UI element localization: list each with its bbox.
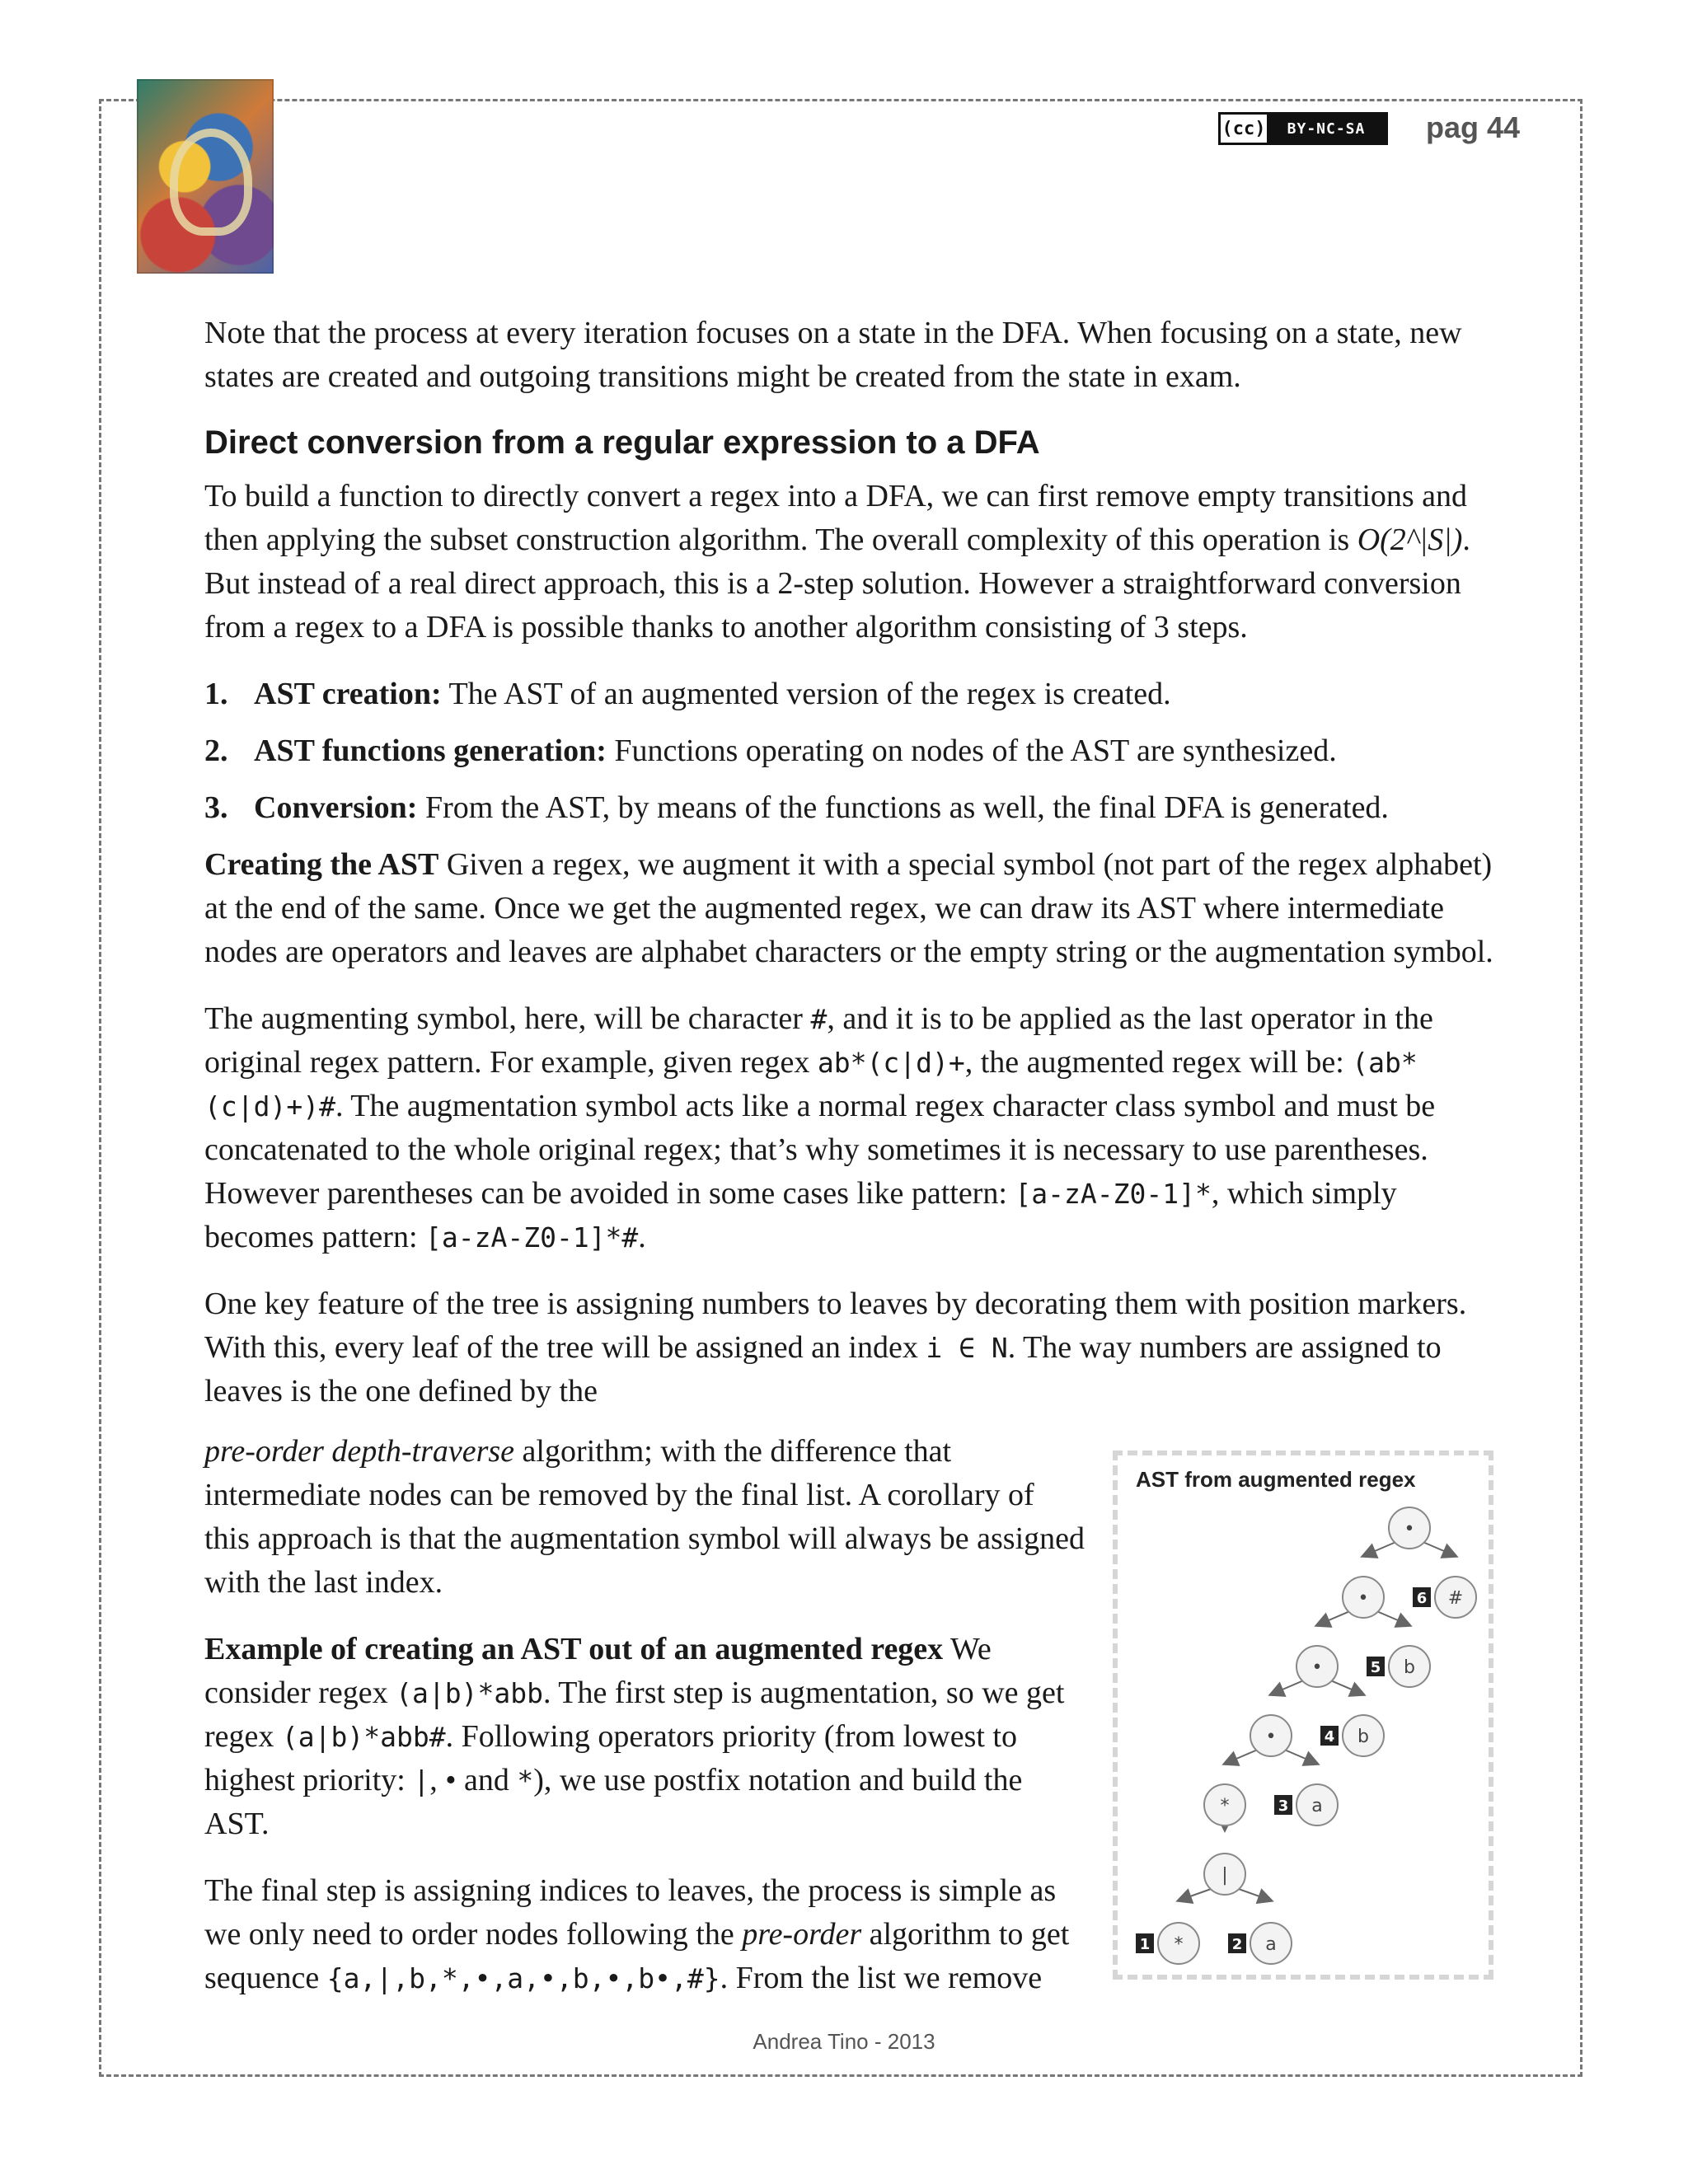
svg-text:3: 3 — [1278, 1797, 1289, 1815]
narrow-column — [204, 1430, 1086, 2023]
keyfeature-continued: pre-order depth-traverse algorithm; with the difference that intermediate nodes can be removed by the final list. A corollary of this approach is that the augmentation symbol will always be assigned with the last index. — [204, 1434, 1085, 1600]
keyfeature-paragraph: One key feature of the tree is assigning numbers to leaves by decorating them with position markers. With this, every leaf of the tree will be assigned an index i ∈ N. The way numbers are assigned to leaves is the one defined by the — [204, 1286, 1467, 1408]
svg-text:6: 6 — [1416, 1590, 1428, 1607]
svg-text:5: 5 — [1370, 1659, 1381, 1676]
svg-text:•: • — [1311, 1657, 1323, 1678]
license-badge[interactable] — [1218, 112, 1388, 145]
svg-text:|: | — [1221, 1865, 1228, 1886]
index-marker — [1413, 1587, 1431, 1607]
section-title: Direct conversion from a regular expression to a DFA — [204, 424, 1040, 461]
final-paragraph: The final step is assigning indices to leaves, the process is simple as we only need to order nodes following the pre-order algorithm to get sequence {a,|,b,*,•,a,•,b,•,b•,#}. From the list we remove — [204, 1873, 1070, 1995]
page-number: pag 44 — [1426, 110, 1521, 144]
svg-text:b: b — [1357, 1727, 1369, 1747]
svg-text:a: a — [1265, 1934, 1277, 1955]
svg-text:2: 2 — [1231, 1936, 1243, 1953]
ast-node — [1158, 1923, 1199, 1964]
ast-node — [1343, 1577, 1384, 1618]
list-item: 2. AST functions generation: Functions operating on nodes of the AST are synthesized. — [204, 733, 1337, 768]
ast-leaf — [1435, 1577, 1476, 1618]
svg-text:•: • — [1357, 1588, 1369, 1609]
index-marker — [1228, 1933, 1246, 1953]
ast-figure — [1113, 1451, 1493, 1980]
svg-text:#: # — [1447, 1588, 1464, 1609]
index-marker — [1274, 1795, 1292, 1815]
intro-paragraph: Note that the process at every iteration focuses on a state in the DFA. When focusing on a state, new states are created and outgoing transitions might be created from the state in exam. — [204, 316, 1462, 394]
cc-icon: (cc) — [1221, 115, 1267, 143]
svg-text:•: • — [1404, 1519, 1415, 1540]
svg-text:4: 4 — [1324, 1728, 1335, 1746]
ast-leaf — [1343, 1715, 1384, 1756]
license-label: BY-NC-SA — [1267, 115, 1386, 143]
ast-node — [1204, 1784, 1245, 1825]
svg-text:•: • — [1265, 1727, 1277, 1747]
svg-text:1: 1 — [1139, 1936, 1151, 1953]
ast-node-root — [1389, 1507, 1430, 1549]
svg-text:*: * — [1174, 1934, 1184, 1955]
main-content — [204, 312, 1498, 1436]
index-marker — [1367, 1657, 1385, 1676]
ast-leaf — [1389, 1646, 1430, 1687]
ast-node — [1296, 1646, 1338, 1687]
ast-leaf — [1250, 1923, 1292, 1964]
svg-text:*: * — [1220, 1796, 1230, 1816]
ast-node — [1204, 1854, 1245, 1895]
ast-node — [1250, 1715, 1292, 1756]
svg-text:a: a — [1311, 1796, 1323, 1816]
ast-leaf — [1296, 1784, 1338, 1825]
book-cover-thumbnail — [137, 79, 274, 274]
list-item: 1. AST creation: The AST of an augmented version of the regex is created. — [204, 677, 1171, 711]
index-marker — [1136, 1933, 1154, 1953]
list-item: 3. Conversion: From the AST, by means of the functions as well, the final DFA is generated. — [204, 790, 1389, 825]
augmenting-paragraph: The augmenting symbol, here, will be character #, and it is to be applied as the last operator in the original regex pattern. For example, given regex ab*(c|d)+, the augmented regex will be: (ab*(c|d)+)#. The augmentation symbol acts like a normal regex character class symbol and must be concatenated to the whole original regex; that’s why sometimes it is necessary to use parentheses. However parentheses can be avoided in some cases like pattern: [a-zA-Z0-1]*, which simply becomes pattern: [a-zA-Z0-1]*#. — [204, 1001, 1436, 1254]
creating-ast-paragraph: Creating the AST Given a regex, we augment it with a special symbol (not part of the regex alphabet) at the end of the same. Once we get the augmented regex, we can draw its AST where intermediate nodes are operators and leaves are alphabet characters or the empty string or the augmentation symbol. — [204, 847, 1493, 969]
section-paragraph: To build a function to directly convert a regex into a DFA, we can first remove empty transitions and then applying the subset construction algorithm. The overall complexity of this operation is O(2^|S|). But instead of a real direct approach, this is a 2-step solution. However a straightforward conversion from a regex to a DFA is possible thanks to another algorithm consisting of 3 steps. — [204, 479, 1470, 644]
svg-text:b: b — [1404, 1657, 1415, 1678]
ast-diagram — [1118, 1455, 1498, 1985]
steps-list — [204, 673, 1498, 830]
page-footer: Andrea Tino - 2013 — [753, 2029, 935, 2054]
index-marker — [1320, 1726, 1339, 1746]
example-paragraph: Example of creating an AST out of an augmented regex We consider regex (a|b)*abb. The first step is augmentation, so we get regex (a|b)*abb#. Following operators priority (from lowest to highest priority: |, • and *), we use postfix notation and build the AST. — [204, 1632, 1065, 1841]
complexity-formula: O(2^|S|) — [1357, 523, 1463, 557]
figure-title: AST from augmented regex — [1136, 1467, 1416, 1492]
